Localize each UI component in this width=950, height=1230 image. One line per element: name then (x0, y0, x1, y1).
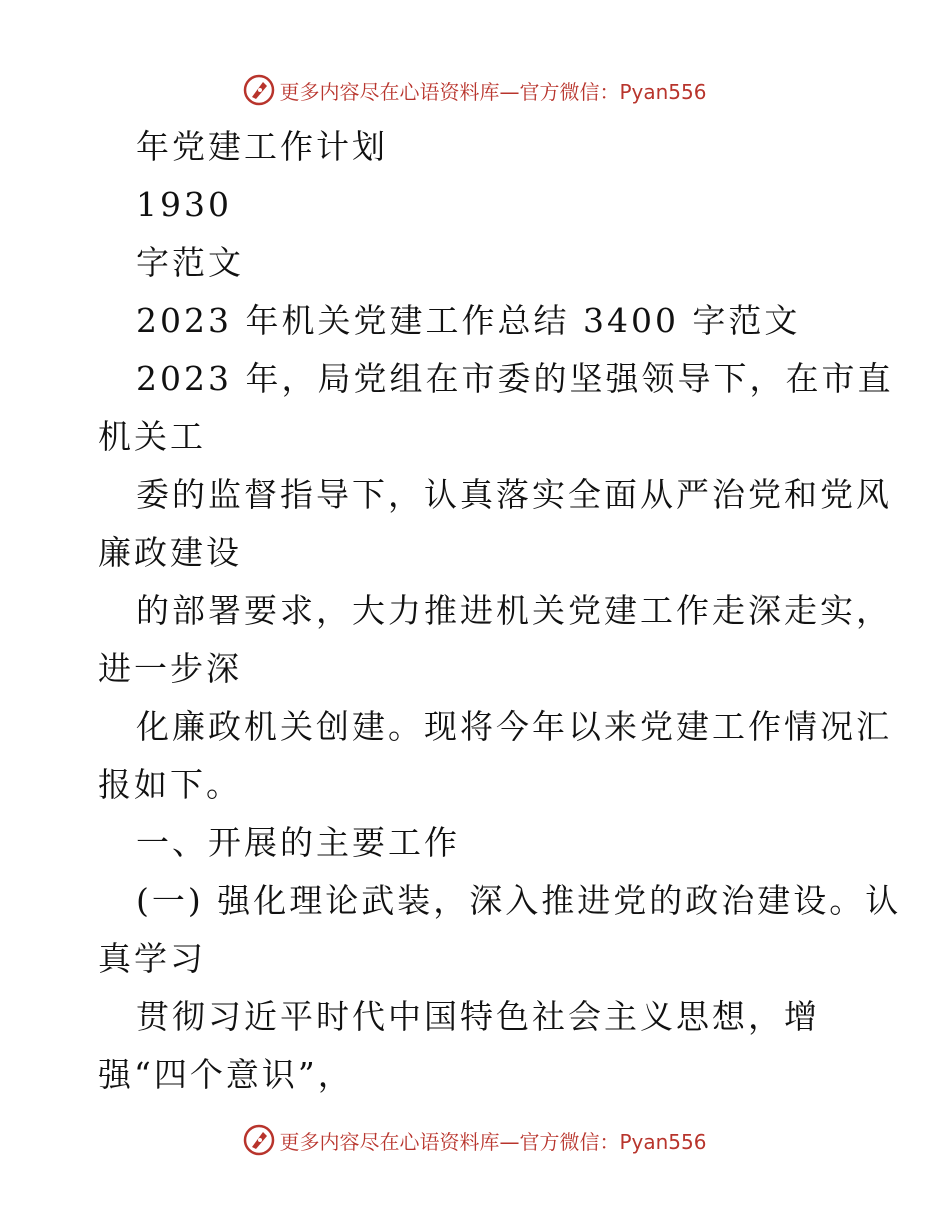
body-line-7: 委的监督指导下，认真落实全面从严治党和党风 (136, 475, 892, 514)
header-banner (0, 68, 950, 112)
body-line-15: 真学习 (98, 939, 206, 978)
pen-nib-logo-icon (243, 1124, 275, 1156)
body-line-3: 字范文 (136, 243, 244, 282)
body-line-11: 化廉政机关创建。现将今年以来党建工作情况汇 (136, 707, 892, 746)
subsection-heading-1: (一) 强化理论武装，深入推进党的政治建设。认 (136, 881, 902, 920)
body-line-9: 的部署要求，大力推进机关党建工作走深走实， (136, 591, 892, 630)
body-line-6: 机关工 (98, 417, 206, 456)
section-heading-1: 一、开展的主要工作 (136, 823, 460, 862)
body-line-5: 2023 年，局党组在市委的坚强领导下，在市直 (136, 359, 894, 398)
body-line-1: 年党建工作计划 (136, 127, 388, 166)
header-banner-text: 更多内容尽在心语资料库—官方微信：Pyan556 (279, 79, 707, 104)
body-line-16: 贯彻习近平时代中国特色社会主义思想，增 (136, 997, 820, 1036)
body-line-10: 进一步深 (98, 649, 242, 688)
footer-banner-text: 更多内容尽在心语资料库—官方微信：Pyan556 (279, 1129, 707, 1154)
body-line-17: 强“四个意识”， (98, 1055, 354, 1094)
document-body (98, 118, 902, 1104)
body-line-2: 1930 (136, 185, 232, 224)
pen-nib-logo-icon (243, 74, 275, 106)
body-line-12: 报如下。 (98, 765, 242, 804)
footer-banner (0, 1118, 950, 1162)
body-line-8: 廉政建设 (98, 533, 242, 572)
document-title: 2023 年机关党建工作总结 3400 字范文 (136, 301, 801, 340)
